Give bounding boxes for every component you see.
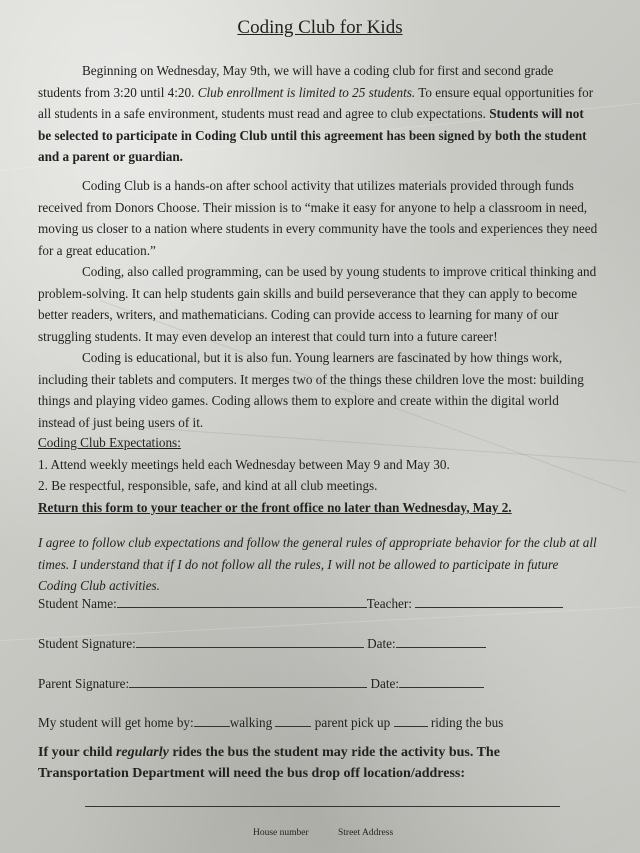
walking-option: walking: [229, 715, 273, 730]
pickup-option: parent pick up: [314, 715, 391, 730]
street-address-label: Street Address: [338, 828, 394, 838]
bus-blank[interactable]: [394, 712, 428, 727]
transport-row: [38, 712, 503, 731]
student-date-field[interactable]: [396, 633, 486, 648]
transport-label: My student will get home by:: [38, 715, 194, 730]
parent-signature-row: [38, 673, 484, 692]
student-signature-row: [38, 633, 486, 652]
about-paragraph-3: Coding is educational, but it is also fun. Young learners are fascinated by how things work, including their tablets and computers. It merges two of the things these children love the most: building things and playing video games. Coding allows them to explore and create within the digital world instead of just being users of it.: [38, 350, 584, 430]
expectations-section: [38, 432, 598, 518]
selection-notice: Students will not be selected to participate in Coding Club until this agreement has been signed by both the student and a parent or guardian.: [38, 106, 587, 164]
return-deadline: Return this form to your teacher or the front office no later than Wednesday, May 2.: [38, 499, 512, 515]
bus-notice: [38, 742, 578, 784]
about-paragraph-2: Coding, also called programming, can be used by young students to improve critical thinking and problem-solving. It can help students gain skills and build perseverance that they can apply to become better readers, writers, and mathematicians. Coding can provide access to learning for many of our struggling students. It may even develop an interest that could turn into a future career!: [38, 264, 597, 344]
address-field[interactable]: [85, 806, 560, 807]
teacher-field[interactable]: [415, 593, 563, 608]
intro-text: Beginning on Wednesday, May 9th, we will have a coding club for first and second grade students from 3:20 until 4:20.: [38, 63, 554, 100]
agreement-text: I agree to follow club expectations and follow the general rules of appropriate behavior for the club at all times. I understand that if I do not follow all the rules, I will not be allowed to participate in future Coding Club activities.: [38, 535, 597, 593]
student-signature-field[interactable]: [136, 633, 364, 648]
teacher-label: Teacher:: [366, 596, 412, 611]
intro-text-2: To ensure equal opportunities for all students in a safe environment, students must read and agree to club expectations.: [38, 84, 594, 121]
pickup-blank[interactable]: [275, 712, 311, 727]
parent-signature-label: Parent Signature:: [38, 676, 130, 691]
student-name-field[interactable]: [117, 593, 367, 608]
expectation-item: 2. Be respectful, responsible, safe, and kind at all club meetings.: [38, 478, 378, 493]
student-date-label: Date:: [367, 636, 396, 651]
walking-blank[interactable]: [194, 712, 230, 727]
student-name-row: [38, 593, 563, 612]
bus-notice-text-2: rides the bus the student may ride the activity bus. The Transportation Department will need the bus drop off location/address:: [38, 745, 500, 781]
bus-option: riding the bus: [430, 715, 504, 730]
student-signature-label: Student Signature:: [38, 636, 136, 651]
about-paragraph-1: Coding Club is a hands-on after school activity that utilizes materials provided through funds received from Donors Choose. Their mission is to “make it easy for anyone to help a classroom in need, moving us closer to a nation where students in every community have the tools and experiences they need for a great education.”: [38, 178, 598, 258]
about-section: [38, 175, 598, 433]
parent-date-field[interactable]: [399, 673, 484, 688]
enrollment-limit: Club enrollment is limited to 25 students.: [197, 84, 416, 100]
bus-notice-text: If your child: [38, 745, 113, 760]
bus-notice-emphasis: regularly: [115, 745, 169, 760]
parent-date-label: Date:: [370, 676, 400, 691]
expectations-heading: Coding Club Expectations:: [38, 435, 181, 450]
student-name-label: Student Name:: [38, 596, 117, 611]
house-number-label: House number: [253, 828, 309, 838]
intro-paragraph: [38, 60, 598, 168]
parent-signature-field[interactable]: [129, 673, 367, 688]
page-title: Coding Club for Kids: [237, 17, 403, 38]
expectation-item: 1. Attend weekly meetings held each Wednesday between May 9 and May 30.: [38, 456, 450, 472]
